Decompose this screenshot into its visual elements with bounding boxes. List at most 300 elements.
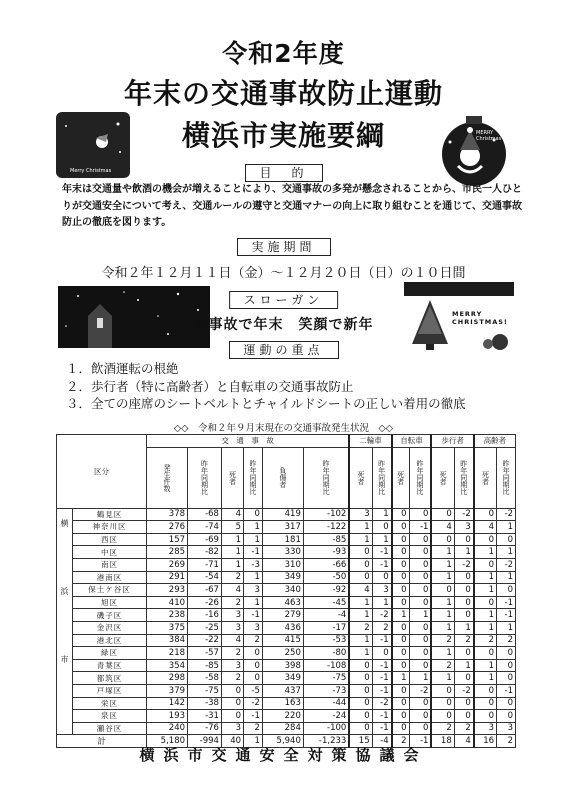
table-title: ◇◇ 令和２年９月末現在の交通事故発生状況 ◇◇ bbox=[173, 423, 394, 434]
table-cell: 2 bbox=[372, 621, 392, 634]
table-cell: -2 bbox=[454, 558, 474, 571]
table-cell: -2 bbox=[372, 609, 392, 622]
table-cell: -53 bbox=[303, 634, 349, 647]
table-cell: 1 bbox=[497, 521, 516, 534]
table-cell: 0 bbox=[474, 596, 497, 609]
table-cell: 0 bbox=[392, 621, 409, 634]
table-cell: 4 bbox=[431, 521, 454, 534]
table-cell: 0 bbox=[244, 659, 263, 672]
table-cell: 0 bbox=[409, 546, 431, 559]
table-cell: 1 bbox=[474, 571, 497, 584]
ward-name: 港北区 bbox=[73, 634, 147, 647]
table-cell: -26 bbox=[188, 596, 222, 609]
table-cell: 3 bbox=[221, 659, 243, 672]
header-dead: 死者 bbox=[349, 447, 372, 508]
table-cell: 0 bbox=[497, 710, 516, 723]
table-row bbox=[57, 508, 516, 521]
table-cell: 340 bbox=[262, 584, 303, 597]
table-cell: -1 bbox=[372, 558, 392, 571]
table-cell: 269 bbox=[147, 558, 188, 571]
table-cell: 3 bbox=[497, 722, 516, 735]
table-cell: -85 bbox=[303, 533, 349, 546]
table-cell: 0 bbox=[392, 722, 409, 735]
total-label: 計 bbox=[57, 735, 147, 748]
header-diff: 昨年同期比 bbox=[188, 447, 222, 508]
purpose-label: 目 的 bbox=[244, 164, 322, 182]
table-cell: 0 bbox=[392, 596, 409, 609]
table-cell: 3 bbox=[221, 722, 243, 735]
table-cell: 1 bbox=[372, 596, 392, 609]
table-cell: -108 bbox=[303, 659, 349, 672]
table-cell: 0 bbox=[221, 710, 243, 723]
table-cell: 1 bbox=[349, 533, 372, 546]
ward-name: 神奈川区 bbox=[73, 521, 147, 534]
table-row bbox=[57, 647, 516, 660]
table-cell: 0 bbox=[497, 647, 516, 660]
table-cell: 2 bbox=[431, 722, 454, 735]
table-cell: 0 bbox=[221, 684, 243, 697]
total-cell: 4 bbox=[454, 735, 474, 748]
table-cell: 0 bbox=[454, 710, 474, 723]
table-cell: 0 bbox=[244, 672, 263, 685]
ward-name: 戸塚区 bbox=[73, 684, 147, 697]
table-cell: 4 bbox=[221, 508, 243, 521]
table-cell: -100 bbox=[303, 722, 349, 735]
total-cell: 1 bbox=[244, 735, 263, 748]
table-cell: 291 bbox=[147, 571, 188, 584]
table-cell: 0 bbox=[409, 621, 431, 634]
table-cell: 0 bbox=[409, 584, 431, 597]
ward-name: 中区 bbox=[73, 546, 147, 559]
table-cell: -57 bbox=[188, 647, 222, 660]
accident-table bbox=[56, 434, 516, 748]
table-cell: 2 bbox=[221, 672, 243, 685]
table-cell: 3 bbox=[244, 584, 263, 597]
table-cell: 1 bbox=[454, 546, 474, 559]
table-cell: 157 bbox=[147, 533, 188, 546]
table-cell: 0 bbox=[431, 508, 454, 521]
total-cell: 15 bbox=[349, 735, 372, 748]
table-cell: 2 bbox=[454, 722, 474, 735]
table-cell: 0 bbox=[372, 571, 392, 584]
ward-name: 旭区 bbox=[73, 596, 147, 609]
total-cell: 16 bbox=[474, 735, 497, 748]
table-cell: 0 bbox=[349, 659, 372, 672]
table-cell: -2 bbox=[409, 684, 431, 697]
table-cell: 2 bbox=[431, 659, 454, 672]
table-cell: 276 bbox=[147, 521, 188, 534]
ward-name: 金沢区 bbox=[73, 621, 147, 634]
table-cell: 3 bbox=[221, 621, 243, 634]
table-cell: -4 bbox=[303, 609, 349, 622]
table-cell: 379 bbox=[147, 684, 188, 697]
table-cell: 2 bbox=[454, 634, 474, 647]
table-cell: -71 bbox=[188, 558, 222, 571]
table-cell: 0 bbox=[392, 546, 409, 559]
tree-caption: MERRY CHRISTMAS! bbox=[452, 310, 508, 326]
header-dead: 死者 bbox=[221, 447, 243, 508]
table-cell: 0 bbox=[409, 634, 431, 647]
city-label: 横浜市 bbox=[57, 508, 73, 735]
table-cell: 2 bbox=[349, 621, 372, 634]
table-row bbox=[57, 584, 516, 597]
table-cell: 0 bbox=[409, 710, 431, 723]
table-cell: 317 bbox=[262, 521, 303, 534]
table-row bbox=[57, 621, 516, 634]
table-cell: -3 bbox=[244, 558, 263, 571]
table-cell: 1 bbox=[349, 647, 372, 660]
table-cell: -80 bbox=[303, 647, 349, 660]
table-cell: -38 bbox=[188, 697, 222, 710]
table-cell: -24 bbox=[303, 710, 349, 723]
table-cell: -2 bbox=[454, 508, 474, 521]
title-line3: 横浜市実施要綱 bbox=[181, 119, 385, 152]
table-row bbox=[57, 697, 516, 710]
focus-item: １．飲酒運転の根絶 bbox=[66, 361, 179, 376]
table-cell: 0 bbox=[431, 710, 454, 723]
table-cell: 384 bbox=[147, 634, 188, 647]
table-cell: 4 bbox=[474, 521, 497, 534]
table-cell: 0 bbox=[244, 647, 263, 660]
table-cell: 0 bbox=[392, 697, 409, 710]
table-cell: -75 bbox=[303, 672, 349, 685]
total-cell: -4 bbox=[372, 735, 392, 748]
table-cell: 250 bbox=[262, 647, 303, 660]
table-cell: 0 bbox=[409, 697, 431, 710]
header-dead: 死者 bbox=[431, 447, 454, 508]
table-cell: 0 bbox=[474, 697, 497, 710]
table-cell: 3 bbox=[221, 609, 243, 622]
total-cell: 18 bbox=[431, 735, 454, 748]
header-diff: 昨年同期比 bbox=[497, 447, 516, 508]
table-cell: 2 bbox=[497, 634, 516, 647]
header-dead: 死者 bbox=[474, 447, 497, 508]
table-cell: 298 bbox=[147, 672, 188, 685]
table-cell: 0 bbox=[372, 521, 392, 534]
table-cell: -1 bbox=[497, 609, 516, 622]
period-text: 令和２年１２月１１日（金）～１２月２０日（日）の１０日間 bbox=[101, 266, 466, 281]
header-ped: 歩行者 bbox=[431, 435, 473, 448]
table-cell: 0 bbox=[409, 571, 431, 584]
santa-moon-illustration bbox=[56, 112, 130, 178]
period-label: 実施期間 bbox=[236, 238, 330, 256]
table-cell: -1 bbox=[244, 609, 263, 622]
table-cell: 0 bbox=[454, 647, 474, 660]
table-cell: 2 bbox=[221, 647, 243, 660]
ward-name: 港南区 bbox=[73, 571, 147, 584]
table-cell: -2 bbox=[244, 697, 263, 710]
table-cell: -1 bbox=[244, 710, 263, 723]
ward-name: 鶴見区 bbox=[73, 508, 147, 521]
ward-name: 西区 bbox=[73, 533, 147, 546]
table-cell: 2 bbox=[474, 634, 497, 647]
table-cell: -2 bbox=[497, 508, 516, 521]
table-cell: 1 bbox=[474, 621, 497, 634]
total-cell: -1 bbox=[409, 735, 431, 748]
table-cell: 0 bbox=[454, 672, 474, 685]
header-diff: 昨年同期比 bbox=[372, 447, 392, 508]
table-cell: -1 bbox=[372, 634, 392, 647]
table-cell: 0 bbox=[392, 647, 409, 660]
table-cell: -22 bbox=[188, 634, 222, 647]
table-cell: 293 bbox=[147, 584, 188, 597]
table-cell: 0 bbox=[372, 647, 392, 660]
table-cell: 0 bbox=[392, 571, 409, 584]
table-cell: 1 bbox=[431, 621, 454, 634]
table-cell: 4 bbox=[221, 634, 243, 647]
table-cell: -68 bbox=[188, 508, 222, 521]
table-cell: 2 bbox=[221, 596, 243, 609]
table-cell: 1 bbox=[431, 609, 454, 622]
table-cell: 0 bbox=[497, 672, 516, 685]
table-cell: -2 bbox=[372, 697, 392, 710]
table-cell: -92 bbox=[303, 584, 349, 597]
table-cell: 375 bbox=[147, 621, 188, 634]
table-cell: 398 bbox=[262, 659, 303, 672]
table-cell: 310 bbox=[262, 558, 303, 571]
table-cell: 3 bbox=[474, 722, 497, 735]
table-cell: 1 bbox=[244, 533, 263, 546]
ward-name: 磯子区 bbox=[73, 609, 147, 622]
table-cell: 0 bbox=[349, 697, 372, 710]
footer-organization: 横浜市交通安全対策協議会 bbox=[139, 746, 428, 764]
table-cell: -122 bbox=[303, 521, 349, 534]
table-row bbox=[57, 722, 516, 735]
table-cell: 1 bbox=[497, 546, 516, 559]
table-cell: 0 bbox=[474, 533, 497, 546]
table-cell: 240 bbox=[147, 722, 188, 735]
table-cell: 437 bbox=[262, 684, 303, 697]
table-cell: 0 bbox=[454, 571, 474, 584]
ward-name: 青葉区 bbox=[73, 659, 147, 672]
table-cell: 0 bbox=[454, 596, 474, 609]
table-cell: 1 bbox=[454, 659, 474, 672]
table-cell: -1 bbox=[409, 521, 431, 534]
table-cell: 1 bbox=[349, 596, 372, 609]
table-cell: -2 bbox=[454, 684, 474, 697]
table-cell: 4 bbox=[221, 584, 243, 597]
table-cell: 415 bbox=[262, 634, 303, 647]
table-cell: 0 bbox=[409, 508, 431, 521]
table-cell: 1 bbox=[454, 621, 474, 634]
table-cell: -16 bbox=[188, 609, 222, 622]
table-cell: -1 bbox=[497, 596, 516, 609]
table-row bbox=[57, 558, 516, 571]
header-diff: 昨年同期比 bbox=[454, 447, 474, 508]
ward-name: 栄区 bbox=[73, 697, 147, 710]
table-cell: 0 bbox=[409, 722, 431, 735]
header-diff: 昨年同期比 bbox=[303, 447, 349, 508]
table-cell: -1 bbox=[372, 722, 392, 735]
table-cell: -74 bbox=[188, 521, 222, 534]
header-injured: 負傷者 bbox=[262, 447, 303, 508]
table-cell: 0 bbox=[349, 684, 372, 697]
table-cell: 0 bbox=[497, 697, 516, 710]
table-row bbox=[57, 672, 516, 685]
table-row bbox=[57, 659, 516, 672]
table-cell: 1 bbox=[431, 596, 454, 609]
table-cell: 0 bbox=[392, 634, 409, 647]
table-cell: 2 bbox=[244, 722, 263, 735]
table-row bbox=[57, 634, 516, 647]
header-bike: 自転車 bbox=[392, 435, 432, 448]
table-cell: 1 bbox=[349, 609, 372, 622]
table-cell: 419 bbox=[262, 508, 303, 521]
table-cell: 0 bbox=[431, 584, 454, 597]
table-cell: -82 bbox=[188, 546, 222, 559]
table-cell: -44 bbox=[303, 697, 349, 710]
table-cell: 1 bbox=[409, 609, 431, 622]
table-cell: 0 bbox=[349, 672, 372, 685]
table-cell: -75 bbox=[188, 684, 222, 697]
total-cell: 2 bbox=[497, 735, 516, 748]
slogan-label: スローガン bbox=[229, 291, 339, 309]
table-cell: -1 bbox=[372, 546, 392, 559]
table-row bbox=[57, 521, 516, 534]
table-cell: 1 bbox=[392, 672, 409, 685]
table-cell: 1 bbox=[474, 672, 497, 685]
table-cell: 0 bbox=[497, 659, 516, 672]
table-cell: 1 bbox=[431, 546, 454, 559]
table-cell: -2 bbox=[497, 558, 516, 571]
table-cell: 1 bbox=[431, 558, 454, 571]
table-cell: 0 bbox=[409, 558, 431, 571]
ward-name: 保土ケ谷区 bbox=[73, 584, 147, 597]
table-cell: 330 bbox=[262, 546, 303, 559]
table-cell: 0 bbox=[349, 571, 372, 584]
table-cell: -1 bbox=[372, 659, 392, 672]
table-cell: 0 bbox=[474, 558, 497, 571]
table-row bbox=[57, 710, 516, 723]
table-cell: 1 bbox=[372, 508, 392, 521]
table-cell: 0 bbox=[349, 710, 372, 723]
table-cell: 0 bbox=[454, 584, 474, 597]
table-cell: 0 bbox=[392, 521, 409, 534]
table-cell: -1 bbox=[244, 546, 263, 559]
table-cell: 4 bbox=[349, 584, 372, 597]
table-cell: -1 bbox=[372, 684, 392, 697]
table-cell: 0 bbox=[454, 697, 474, 710]
table-cell: 1 bbox=[244, 571, 263, 584]
table-cell: 354 bbox=[147, 659, 188, 672]
table-cell: 1 bbox=[474, 546, 497, 559]
table-cell: 2 bbox=[244, 634, 263, 647]
table-row bbox=[57, 609, 516, 622]
table-cell: 1 bbox=[392, 609, 409, 622]
table-cell: -73 bbox=[303, 684, 349, 697]
table-cell: 0 bbox=[392, 684, 409, 697]
table-cell: 0 bbox=[409, 596, 431, 609]
table-cell: 1 bbox=[431, 672, 454, 685]
table-cell: -25 bbox=[188, 621, 222, 634]
table-cell: 0 bbox=[474, 647, 497, 660]
ward-name: 泉区 bbox=[73, 710, 147, 723]
table-cell: 436 bbox=[262, 621, 303, 634]
header-elder: 高齢者 bbox=[474, 435, 516, 448]
ornament-caption: MERRY Christmas bbox=[476, 130, 502, 142]
focus-label: 運動の重点 bbox=[228, 341, 338, 359]
table-cell: 0 bbox=[454, 533, 474, 546]
table-cell: 0 bbox=[392, 558, 409, 571]
table-cell: 1 bbox=[497, 621, 516, 634]
table-cell: 1 bbox=[474, 659, 497, 672]
ward-name: 都筑区 bbox=[73, 672, 147, 685]
table-cell: 2 bbox=[431, 634, 454, 647]
table-cell: 3 bbox=[244, 621, 263, 634]
table-cell: -31 bbox=[188, 710, 222, 723]
table-cell: -1 bbox=[372, 672, 392, 685]
table-cell: 0 bbox=[409, 533, 431, 546]
table-cell: 1 bbox=[409, 672, 431, 685]
table-cell: 1 bbox=[244, 521, 263, 534]
table-cell: 0 bbox=[349, 546, 372, 559]
table-row bbox=[57, 533, 516, 546]
table-row bbox=[57, 546, 516, 559]
table-cell: 1 bbox=[244, 596, 263, 609]
table-cell: 3 bbox=[349, 508, 372, 521]
header-count: 発生件数 bbox=[147, 447, 188, 508]
table-cell: 1 bbox=[221, 546, 243, 559]
table-cell: 218 bbox=[147, 647, 188, 660]
title-line1: 令和2年度 bbox=[222, 39, 345, 68]
ward-name: 瀬谷区 bbox=[73, 722, 147, 735]
table-cell: 220 bbox=[262, 710, 303, 723]
table-cell: 0 bbox=[431, 533, 454, 546]
table-cell: -45 bbox=[303, 596, 349, 609]
table-cell: 1 bbox=[431, 571, 454, 584]
table-cell: 0 bbox=[392, 659, 409, 672]
table-cell: 193 bbox=[147, 710, 188, 723]
table-cell: 0 bbox=[349, 558, 372, 571]
header-moto: 二輪車 bbox=[349, 435, 391, 448]
table-cell: 0 bbox=[221, 697, 243, 710]
table-cell: 463 bbox=[262, 596, 303, 609]
table-cell: -1 bbox=[372, 710, 392, 723]
table-row bbox=[57, 571, 516, 584]
header-ku: 区分 bbox=[57, 435, 147, 509]
table-cell: 0 bbox=[244, 508, 263, 521]
focus-list bbox=[66, 360, 466, 413]
table-cell: 238 bbox=[147, 609, 188, 622]
table-cell: 0 bbox=[392, 508, 409, 521]
table-cell: 1 bbox=[474, 609, 497, 622]
header-diff: 昨年同期比 bbox=[409, 447, 431, 508]
table-cell: -58 bbox=[188, 672, 222, 685]
table-cell: 279 bbox=[262, 609, 303, 622]
table-cell: -54 bbox=[188, 571, 222, 584]
table-cell: 163 bbox=[262, 697, 303, 710]
table-cell: 410 bbox=[147, 596, 188, 609]
table-cell: -93 bbox=[303, 546, 349, 559]
table-cell: 0 bbox=[454, 609, 474, 622]
focus-item: ２．歩行者（特に高齢者）と自転車の交通事故防止 bbox=[66, 378, 354, 394]
ward-name: 緑区 bbox=[73, 647, 147, 660]
table-cell: 378 bbox=[147, 508, 188, 521]
table-cell: 349 bbox=[262, 571, 303, 584]
total-cell: 5,180 bbox=[147, 735, 188, 748]
ward-name: 南区 bbox=[73, 558, 147, 571]
table-cell: 3 bbox=[372, 584, 392, 597]
focus-item: ３．全ての座席のシートベルトとチャイルドシートの正しい着用の徹底 bbox=[66, 396, 466, 411]
table-cell: 1 bbox=[474, 584, 497, 597]
table-cell: 1 bbox=[349, 634, 372, 647]
table-cell: 0 bbox=[497, 584, 516, 597]
table-cell: 285 bbox=[147, 546, 188, 559]
table-cell: 0 bbox=[497, 533, 516, 546]
table-cell: -66 bbox=[303, 558, 349, 571]
table-cell: -76 bbox=[188, 722, 222, 735]
table-cell: 0 bbox=[392, 533, 409, 546]
